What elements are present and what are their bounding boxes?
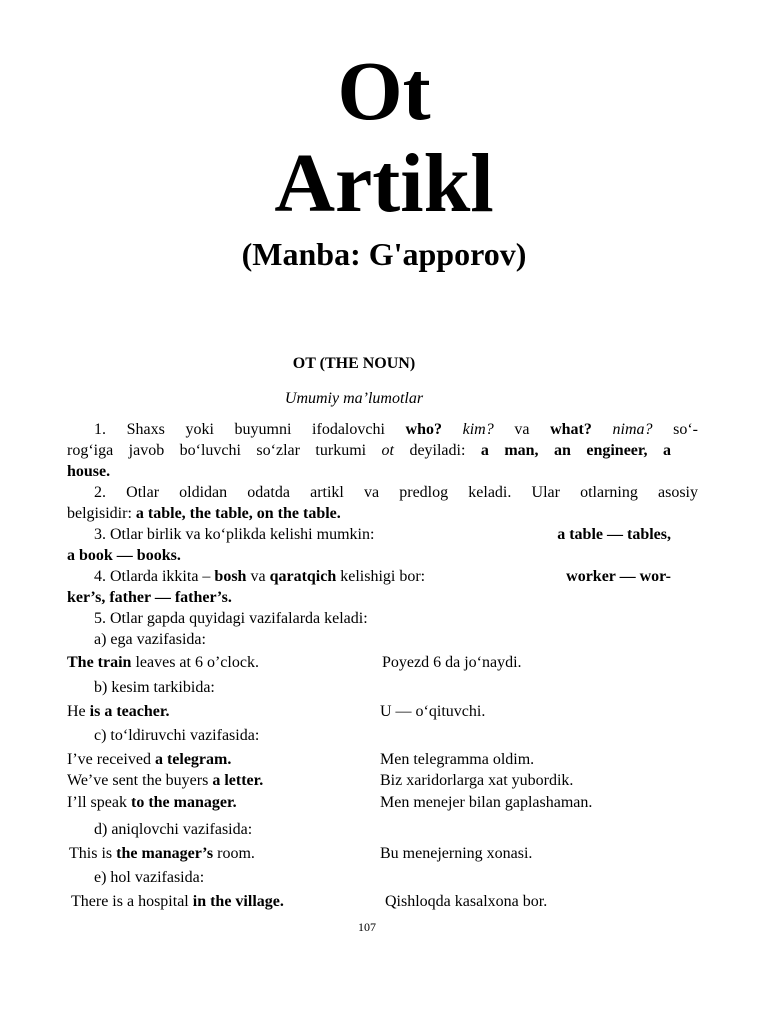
en-text: I’ll speak <box>67 794 131 811</box>
example-row-d <box>69 843 689 864</box>
en-text: This is <box>69 845 117 862</box>
en-text: He <box>67 703 90 720</box>
example-row-c3 <box>67 792 687 813</box>
en-bold: a letter. <box>212 772 264 789</box>
text: belgisidir: <box>67 505 136 522</box>
paragraph-4-line-1 <box>67 566 671 587</box>
uz-translation: Qishloqda kasalxona bor. <box>385 893 548 910</box>
section-subheading: Umumiy ma’lumotlar <box>284 390 424 407</box>
text-group <box>94 566 425 587</box>
label-d: d) aniqlovchi vazifasida: <box>94 821 253 838</box>
label-e: e) hol vazifasida: <box>94 869 205 886</box>
term-who: who? <box>405 421 442 438</box>
paragraph-3-line-1 <box>67 524 671 545</box>
paragraph-4-line-2: ker’s, father — father’s. <box>67 589 232 606</box>
example-row-a <box>67 652 687 673</box>
term-qaratqich: qaratqich <box>269 568 337 585</box>
text: kelishigi bor: <box>336 568 426 585</box>
paragraph-1-line-1 <box>67 419 698 440</box>
text: so‘- <box>652 421 699 438</box>
text: 3. Otlar birlik va ko‘plikda kelishi mumkin: <box>94 526 375 543</box>
text: 4. Otlarda ikkita – <box>94 568 215 585</box>
example-row-b <box>67 701 687 722</box>
paragraph-2-line-1: 2. Otlar oldidan odatda artikl va predlog keladi. Ular otlarning asosiy <box>94 484 698 501</box>
en-text: leaves at 6 o’clock. <box>131 654 259 671</box>
uz-translation: Men telegramma oldim. <box>380 751 535 768</box>
term-kim: kim? <box>462 421 494 438</box>
term-ot: ot <box>381 442 394 459</box>
section-heading: OT (THE NOUN) <box>292 355 416 372</box>
text <box>592 421 613 438</box>
term-bosh: bosh <box>214 568 247 585</box>
en-bold: The train <box>67 654 132 671</box>
en-bold: in the village. <box>192 893 284 910</box>
example: a table, the table, on the table. <box>135 505 341 522</box>
uz-translation: U — o‘qituvchi. <box>380 703 486 720</box>
text: deyiladi: <box>393 442 481 459</box>
paragraph-1-line-2 <box>67 440 671 461</box>
text: va <box>246 568 270 585</box>
uz-translation: Men menejer bilan gaplashaman. <box>380 794 593 811</box>
en-bold: a telegram. <box>154 751 232 768</box>
term-what: what? <box>550 421 592 438</box>
example: a man, an engineer, a <box>480 442 671 459</box>
text: 1. Shaxs yoki buyumni ifodalovchi <box>94 421 406 438</box>
paragraph-3-line-2: a book — books. <box>67 547 181 564</box>
en-text: There is a hospital <box>71 893 193 910</box>
paragraph-2-line-2 <box>67 503 671 524</box>
example: a table — tables, <box>557 526 671 543</box>
uz-translation: Biz xaridorlarga xat yubordik. <box>380 772 574 789</box>
label-c: c) to‘ldiruvchi vazifasida: <box>94 727 260 744</box>
title-ot: Ot <box>337 45 431 138</box>
uz-translation: Bu menejerning xonasi. <box>380 845 533 862</box>
paragraph-1-line-3: house. <box>67 463 111 480</box>
example: worker — wor- <box>566 568 671 585</box>
title-source: (Manba: G'apporov) <box>241 236 527 272</box>
en-text: We’ve sent the buyers <box>67 772 213 789</box>
title-artikl: Artikl <box>274 137 494 230</box>
page-number: 107 <box>358 920 376 934</box>
text: rog‘iga javob bo‘luvchi so‘zlar turkumi <box>67 442 382 459</box>
label-a: a) ega vazifasida: <box>94 631 206 648</box>
uz-translation: Poyezd 6 da jo‘naydi. <box>382 654 522 671</box>
en-bold: to the manager. <box>130 794 237 811</box>
en-text: room. <box>213 845 255 862</box>
term-nima: nima? <box>612 421 653 438</box>
en-bold: is a teacher. <box>89 703 170 720</box>
example-row-c2 <box>67 770 687 791</box>
example-row-e <box>71 891 691 912</box>
en-text: I’ve received <box>67 751 155 768</box>
label-b: b) kesim tarkibida: <box>94 679 215 696</box>
text <box>442 421 463 438</box>
text: va <box>493 421 551 438</box>
title-block <box>0 46 768 274</box>
en-bold: the manager’s <box>116 845 214 862</box>
example-row-c1 <box>67 749 687 770</box>
paragraph-5-line-1: 5. Otlar gapda quyidagi vazifalarda keladi: <box>94 610 368 627</box>
